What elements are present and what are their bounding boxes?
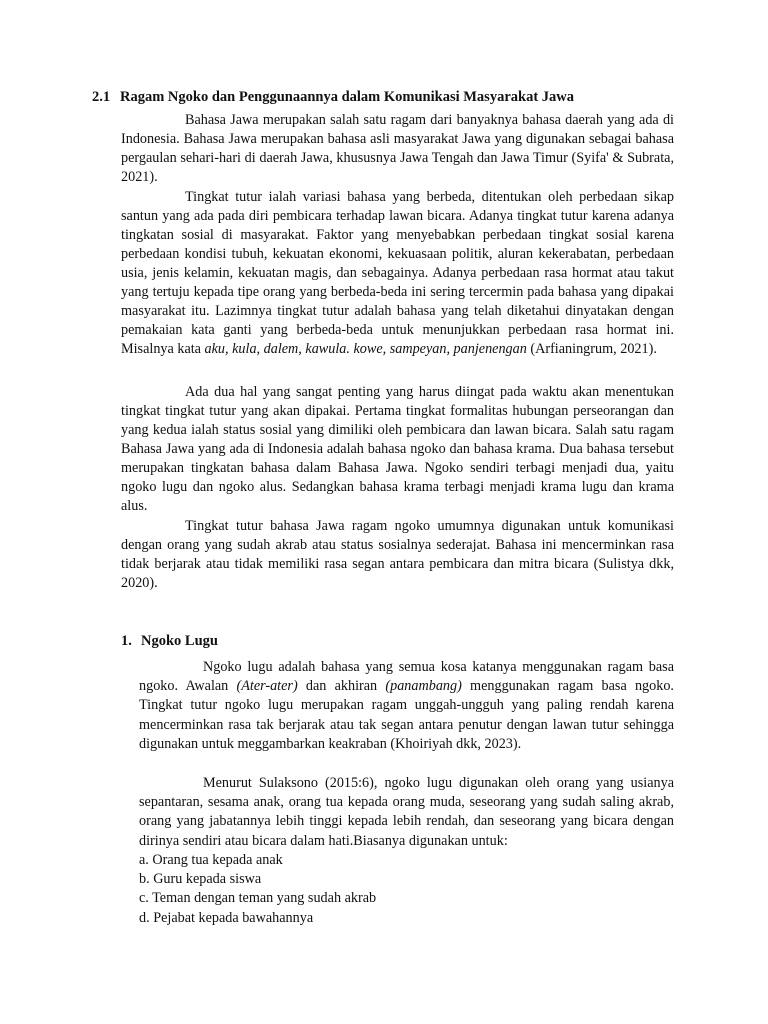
sub-paragraph-1-italic-panambang: (panambang) — [385, 678, 462, 695]
paragraph-2 — [121, 188, 674, 359]
list-item: a. Orang tua kepada anak — [139, 852, 283, 868]
paragraph-1: Bahasa Jawa merupakan salah satu ragam dari banyaknya bahasa daerah yang ada di Indonesia. Bahasa Jawa merupakan bahasa asli masyarakat Jawa yang digunakan sebagai bahasa pergaulan sehari-hari di daerah Jawa, khususnya Jawa Tengah dan Jawa Timur (Syifa' & Subrata, 2021). — [121, 112, 674, 185]
paragraph-2-text-b: (Arfianingrum, 2021). — [526, 341, 657, 357]
paragraph-2-italic-words: aku, kula, dalem, kawula. kowe, sampeyan, panjenengan — [204, 341, 527, 357]
paragraph-2-text-a: Tingkat tutur ialah variasi bahasa yang berbeda, ditentukan oleh perbedaan sikap santun yang ada pada diri pembicara terhadap lawan bicara. Adanya tingkat tutur karena adanya tingkatan sosial di masyarakat. Faktor yang menyebabkan perbedaan tingkat sosial karena perbedaan kondisi tubuh, kekuatan ekonomi, kekuasaan politik, aluran kekerabatan, perbedaan usia, jenis kelamin, kekuatan magis, dan sebagainya. Adanya perbedaan rasa hormat atau takut yang tertuju kepada tipe orang yang berbeda-beda ini sering tercermin pada bahasa yang dipakai masyarakat itu. Lazimnya tingkat tutur adalah bahasa yang telah diketahui dinyatakan dengan pemakaian kata ganti yang berbeda-beda untuk menunjukkan perbedaan rasa hormat ini. Misalnya kata — [121, 189, 674, 357]
usage-list — [139, 851, 376, 928]
sub-paragraph-1-text-a: Ngoko lugu adalah bahasa yang semua kosa katanya menggunakan ragam basa ngoko. Awalan — [139, 659, 674, 695]
sub-paragraph-1-text-b: dan akhiran — [297, 678, 386, 695]
sub-paragraph-1-text-c: menggunakan ragam basa ngoko. Tingkat tutur ngoko lugu merupakan ragam unggah-ungguh yang paling rendah karena mencerminkan rasa tak berjarak atau tak segan antara penutur dengan lawan tutur sehingga digunakan untuk meggambarkan keakraban (Khoiriyah dkk, 2023). — [139, 678, 674, 752]
sub-paragraph-1 — [139, 658, 674, 754]
section-title: Ragam Ngoko dan Penggunaannya dalam Komunikasi Masyarakat Jawa — [120, 89, 575, 105]
paragraph-4: Tingkat tutur bahasa Jawa ragam ngoko umumnya digunakan untuk komunikasi dengan orang yang sudah akrab atau status sosialnya sederajat. Bahasa ini mencerminkan rasa tidak berjarak atau tidak memiliki rasa segan antara pembicara dan mitra bicara (Sulistya dkk, 2020). — [121, 518, 674, 591]
list-item: d. Pejabat kepada bawahannya — [139, 909, 314, 926]
section-number: 2.1 — [92, 89, 111, 105]
subsection-heading — [121, 633, 218, 650]
list-item: b. Guru kepada siswa — [139, 871, 262, 888]
paragraph-3: Ada dua hal yang sangat penting yang harus diingat pada waktu akan menentukan tingkat tingkat tutur yang akan dipakai. Pertama tingkat formalitas hubungan perseorangan dan yang kedua ialah status sosial yang dimiliki oleh pembicara dan lawan bicara. Salah satu ragam Bahasa Jawa yang ada di Indonesia adalah bahasa ngoko dan bahasa krama. Dua bahasa tersebut merupakan tingkatan bahasa dalam Bahasa Jawa. Ngoko sendiri terbagi menjadi dua, yaitu ngoko lugu dan ngoko alus. Sedangkan bahasa krama terbagi menjadi krama lugu dan krama alus. — [121, 384, 674, 514]
section-heading — [92, 89, 574, 106]
sub-paragraph-1-italic-ater: (Ater-ater) — [236, 678, 298, 695]
list-item: c. Teman dengan teman yang sudah akrab — [139, 890, 377, 907]
subsection-title: Ngoko Lugu — [141, 633, 218, 649]
sub-paragraph-2: Menurut Sulaksono (2015:6), ngoko lugu digunakan oleh orang yang usianya sepantaran, sesama anak, orang tua kepada orang muda, seseorang yang sudah saling akrab, orang yang jabatannya lebih tinggi kepada lebih rendah, dan seseorang yang bicara dengan dirinya sendiri atau bicara dalam hati.Biasanya digunakan untuk: — [139, 775, 674, 849]
subsection-number: 1. — [121, 633, 132, 649]
